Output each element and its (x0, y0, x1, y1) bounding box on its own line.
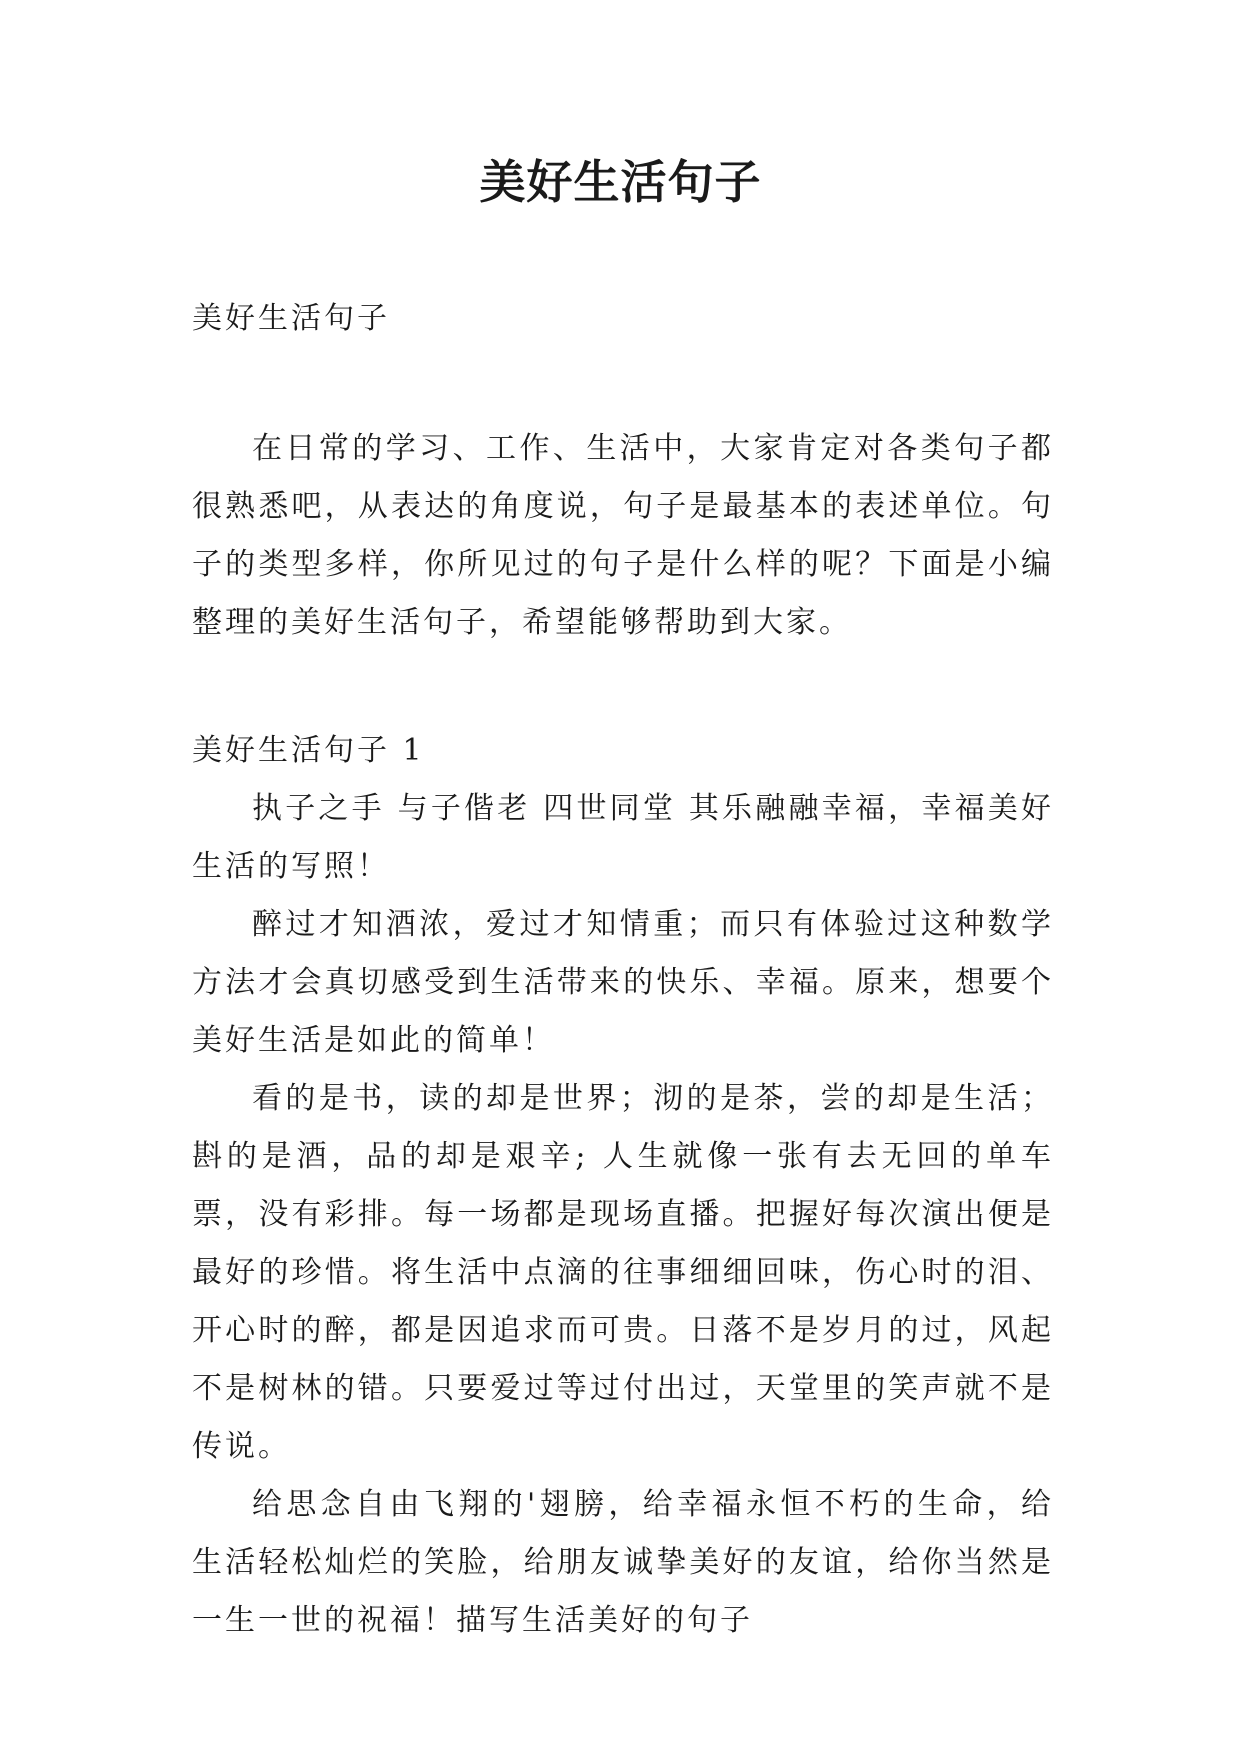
section-heading: 美好生活句子 1 (192, 733, 425, 768)
section-paragraph-4: 给思念自由飞翔的'翅膀，给幸福永恒不朽的生命，给生活轻松灿烂的笑脸，给朋友诚挚美好的友谊，给你当然是一生一世的祝福！描写生活美好的句子 (192, 1487, 1054, 1638)
spacer (192, 348, 1054, 420)
document-body (192, 290, 1054, 1650)
section-paragraph-2: 醉过才知酒浓，爱过才知情重；而只有体验过这种数学方法才会真切感受到生活带来的快乐、幸福。原来，想要个美好生活是如此的简单！ (192, 907, 1054, 1058)
spacer (192, 652, 1054, 722)
section-paragraph-1: 执子之手 与子偕老 四世同堂 其乐融融幸福，幸福美好生活的写照！ (192, 791, 1054, 884)
document-title: 美好生活句子 (479, 155, 762, 209)
document-subtitle: 美好生活句子 (192, 301, 390, 336)
intro-paragraph: 在日常的学习、工作、生活中，大家肯定对各类句子都很熟悉吧，从表达的角度说，句子是最基本的表述单位。句子的类型多样，你所见过的句子是什么样的呢？下面是小编整理的美好生活句子，希望能够帮助到大家。 (192, 431, 1054, 640)
section-paragraph-3: 看的是书，读的却是世界；沏的是茶，尝的却是生活；斟的是酒，品的却是艰辛; 人生就像一张有去无回的单车票，没有彩排。每一场都是现场直播。把握好每次演出便是最好的珍惜。将生活中点滴的往事细细回味，伤心时的泪、开心时的醉，都是因追求而可贵。日落不是岁月的过，风起不是树林的错。只要爱过等过付出过，天堂里的笑声就不是传说。 (192, 1081, 1054, 1464)
